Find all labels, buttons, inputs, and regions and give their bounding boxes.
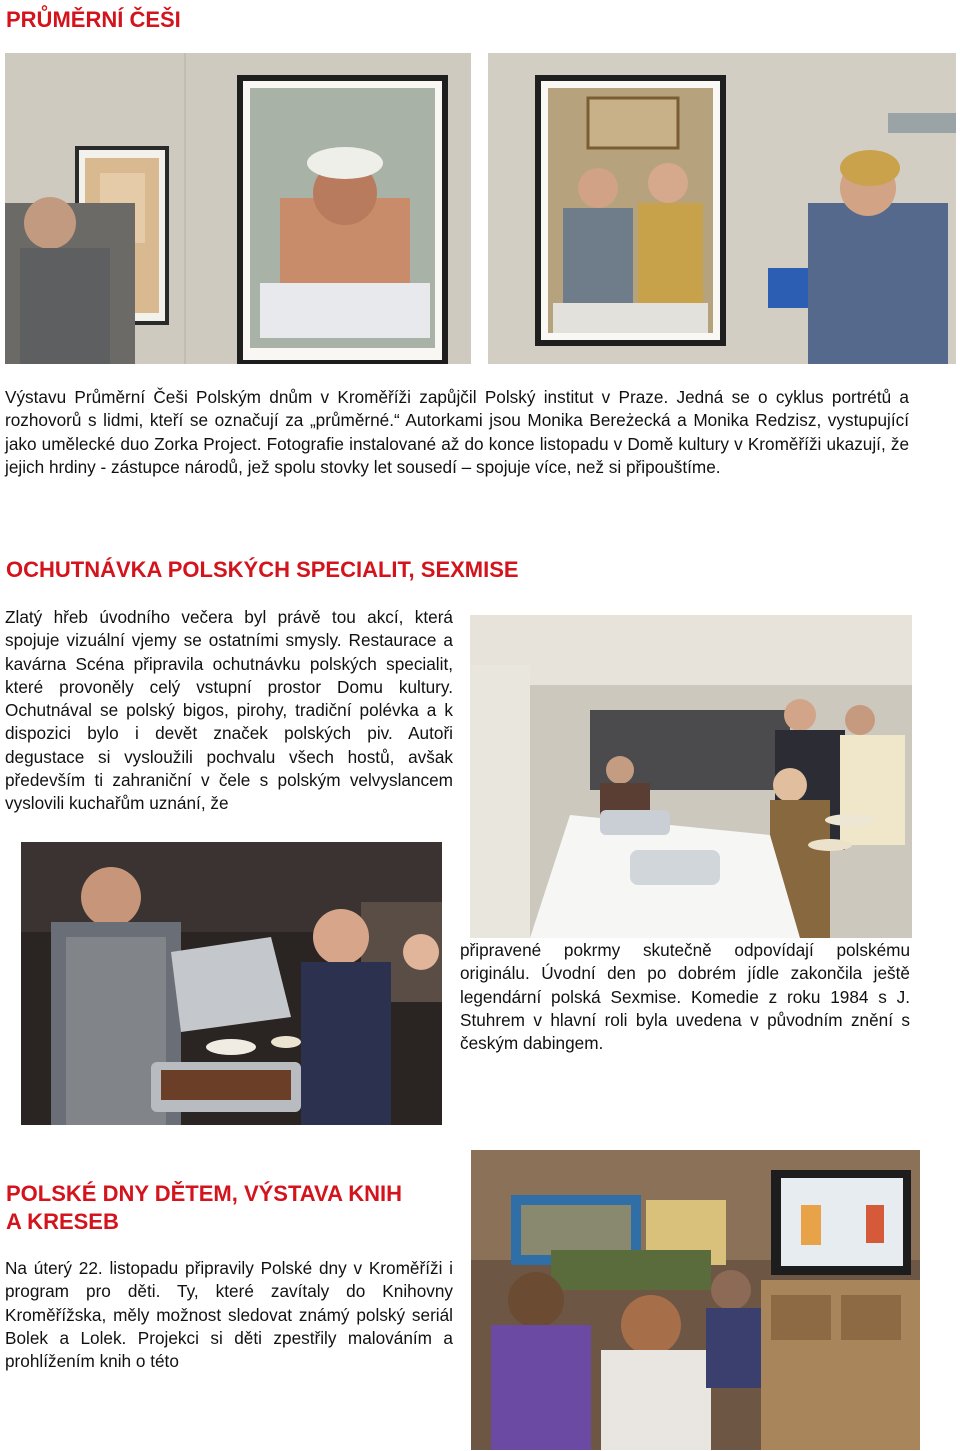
photo-children-library <box>471 1150 920 1450</box>
section1-paragraph: Výstavu Průměrní Češi Polským dnům v Kroměříži zapůjčil Polský institut v Praze. Jedná se o cyklus portrétů a rozhovorů s lidmi, kteří se označují za „průměrné.“ Autorkami jsou Monika Bereżecká a Monika Redzisz, vystupující jako umělecké duo Zorka Project. Fotografie instalované až do konce listopadu v Domě kultury v Kroměříži ukazují, že jejich hrdiny - zástupce národů, jež spolu stovky let sousedí – spojuje více, než si připouštíme. <box>5 387 909 477</box>
section3-heading <box>6 1180 402 1236</box>
section3-heading-line1: POLSKÉ DNY DĚTEM, VÝSTAVA KNIH <box>6 1181 403 1206</box>
section3-heading-line2: A KRESEB <box>6 1209 119 1234</box>
section3-paragraph: Na úterý 22. listopadu připravily Polské dny v Kroměříži i program pro děti. Ty, které zavítaly do Knihovny Kroměřížska, měly možnost sledovat známý polský seriál Bolek a Lolek. Projekci si děti zpestřily malováním a prohlížením knih o této <box>5 1258 453 1372</box>
photo-exhibition-portrait-man <box>5 53 471 364</box>
photo-food-tasting-hall <box>470 615 912 938</box>
section2-paragraph-part2: připravené pokrmy skutečně odpovídají polskému originálu. Úvodní den po dobrém jídle zakončila ještě legendární polská Sexmise. Komedie z roku 1984 s J. Stuhrem v hlavní roli byla uvedena v původním znění s českým dabingem. <box>460 940 910 1054</box>
photo-chef-serving <box>21 842 442 1125</box>
section2-paragraph-part1: Zlatý hřeb úvodního večera byl právě tou akcí, která spojuje vizuální vjemy se ostatními smysly. Restaurace a kavárna Scéna připravila ochutnávku polských specialit, které provoněly celý vstupní prostor Domu kultury. Ochutnával se polský bigos, pirohy, tradiční polévka a k dispozici bylo i devět značek polských piv. Autoři degustace si vysloužili pochvalu všech hostů, avšak především ti zahraniční v čele s polským velvyslancem vyslovili kuchařům uznání, že <box>5 607 453 814</box>
section2-heading: OCHUTNÁVKA POLSKÝCH SPECIALIT, SEXMISE <box>6 557 519 582</box>
photo-exhibition-portrait-couple <box>488 53 956 364</box>
section1-heading: PRŮMĚRNÍ ČEŠI <box>6 7 181 32</box>
